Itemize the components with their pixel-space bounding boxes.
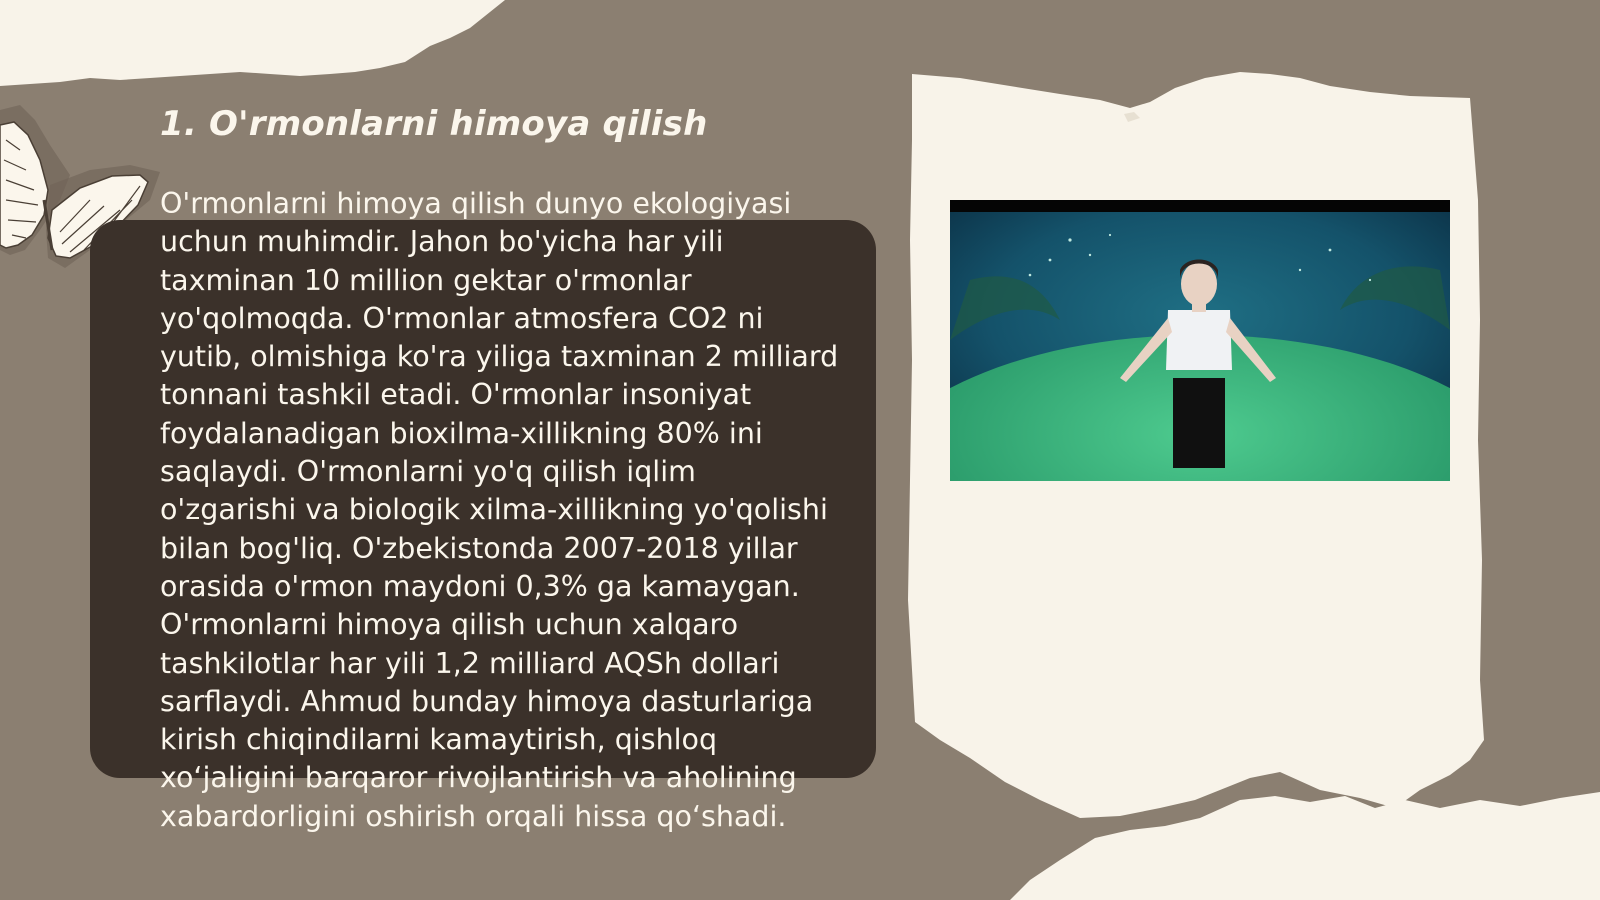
video-frame[interactable]	[950, 200, 1450, 481]
slide-title: 1. O'rmonlarni himoya qilish	[160, 104, 708, 144]
body-text: O'rmonlarni himoya qilish dunyo ekologiyasi uchun muhimdir. Jahon bo'yicha har yili taxminan 10 million gektar o'rmonlar yo'qolmoqda. O'rmonlar atmosfera CO2 ni yutib, olmishiga ko'ra yiliga taxminan 2 milliard tonnani tashkil etadi. O'rmonlar insoniyat foydalanadigan bioxilma-xillikning 80% ini saqlaydi. O'rmonlarni yo'q qilish iqlim o'zgarishi va biologik xilma-xillikning yo'qolishi bilan bog'liq. O'zbekistonda 2007-2018 yillar orasida o'rmon maydoni 0,3% ga kamaygan. O'rmonlarni himoya qilish uchun xalqaro tashkilotlar har yili 1,2 milliard AQSh dollari sarflaydi. Ahmud bunday himoya dasturlariga kirish chiqindilarni kamaytirish, qishloq xo‘jaligini barqaror rivojlantirish va aholining xabardorligini oshirish orqali hissa qo‘shadi.	[160, 187, 839, 833]
video-thumbnail	[950, 200, 1450, 481]
